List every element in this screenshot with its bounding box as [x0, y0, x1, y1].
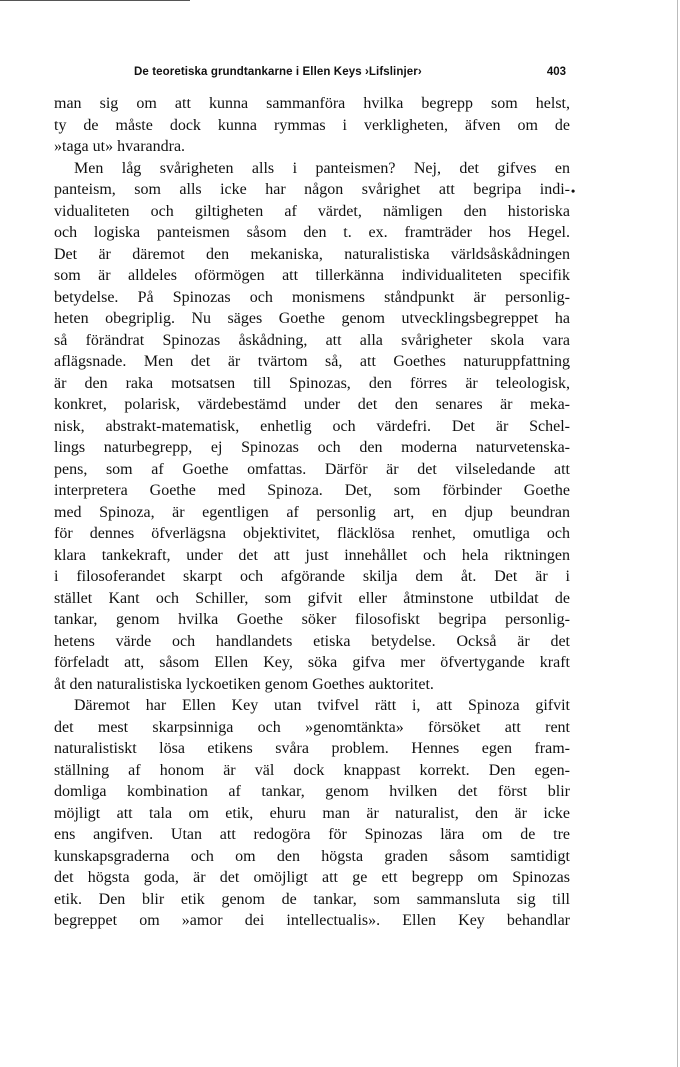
text-line: kunskapsgraderna och om den högsta graden såsom samtidigt	[54, 847, 570, 865]
text-line: Men låg svårigheten alls i panteismen? Nej, det gifves en	[74, 159, 570, 177]
text-line: stället Kant och Schiller, som gifvit eller åtminstone utbildat de	[54, 589, 570, 607]
text-line: åt den naturalistiska lyckoetiken genom Goethes auktoritet.	[54, 675, 434, 693]
text-line: som är alldeles oförmögen att tillerkänna individualiteten specifik	[54, 267, 570, 284]
text-line: möjligt att tala om etik, ehuru man är naturalist, den är icke	[54, 804, 570, 822]
text-line: förfeladt att, såsom Ellen Key, söka gifva mer öfvertygande kraft	[54, 654, 570, 671]
text-line: nisk, abstrakt-matematisk, enhetlig och värdefri. Det är Schel-	[54, 417, 570, 435]
text-line: begreppet om »amor dei intellectualis». Ellen Key behandlar	[54, 912, 570, 929]
page-number: 403	[546, 66, 566, 78]
text-line: klara tankekraft, under det att just innehållet och hela riktningen	[54, 546, 570, 564]
text-line: för dennes öfverlägsna objektivitet, fläcklösa renhet, omutliga och	[54, 525, 570, 542]
book-page	[54, 62, 570, 932]
running-head	[54, 62, 570, 84]
text-line: heten obegriplig. Nu säges Goethe genom utvecklingsbegreppet ha	[54, 310, 570, 327]
text-line: aflägsnade. Men det är tvärtom så, att Goethes naturuppfattning	[54, 353, 570, 370]
text-line: det högsta goda, är det omöjligt att ge ett begrepp om Spinozas	[54, 869, 570, 886]
text-line: ty de måste dock kunna rymmas i verkligheten, äfven om de	[54, 116, 570, 134]
text-line: Däremot har Ellen Key utan tvifvel rätt i, att Spinoza gifvit	[74, 697, 570, 714]
text-line: det mest skarpsinniga och »genomtänkta» försöket att rent	[54, 718, 570, 736]
text-line: är den raka motsatsen till Spinozas, den förres är teleologisk,	[54, 374, 570, 392]
right-edge-rule	[677, 0, 678, 1067]
text-line: betydelse. På Spinozas och monismens ståndpunkt är personlig-	[54, 288, 570, 306]
text-line: i filosoferandet skarpt och afgörande skilja dem åt. Det är i	[54, 568, 570, 585]
text-line: tankar, genom hvilka Goethe söker filosofiskt begripa personlig-	[54, 611, 570, 628]
paragraph	[54, 93, 570, 158]
running-head-title: De teoretiska grundtankarne i Ellen Keys ›Lifslinjer›	[134, 66, 422, 78]
text-line: interpretera Goethe med Spinoza. Det, som förbinder Goethe	[54, 482, 570, 499]
text-line: »taga ut» hvarandra.	[54, 138, 186, 155]
top-edge-rule	[0, 0, 190, 1]
text-line: Det är däremot den mekaniska, naturalistiska världsåskådningen	[54, 245, 570, 263]
body-text	[54, 93, 570, 932]
text-line: hetens värde och handlandets etiska betydelse. Också är det	[54, 632, 570, 650]
text-line: etik. Den blir etik genom de tankar, som sammansluta sig till	[54, 890, 570, 908]
text-line: ställning af honom är väl dock knappast korrekt. Den egen-	[54, 761, 570, 779]
text-line: så förändrat Spinozas åskådning, att alla svårigheter skola vara	[54, 331, 570, 349]
text-line: pens, som af Goethe omfattas. Därför är det vilseledande att	[54, 460, 570, 478]
text-line: och logiska panteismen såsom den t. ex. framträder hos Hegel.	[54, 224, 570, 241]
text-line: man sig om att kunna sammanföra hvilka begrepp som helst,	[54, 95, 570, 112]
text-line: ens angifven. Utan att redogöra för Spinozas lära om de tre	[54, 826, 570, 843]
text-line: panteism, som alls icke har någon svårighet att begripa indi-	[54, 181, 570, 198]
text-line: domliga kombination af tankar, genom hvilken det först blir	[54, 783, 570, 800]
text-line: vidualiteten och giltigheten af värdet, nämligen den historiska	[54, 202, 570, 220]
text-line: naturalistiskt lösa etikens svåra problem. Hennes egen fram-	[54, 740, 570, 757]
text-line: med Spinoza, är egentligen af personlig art, en djup beundran	[54, 503, 570, 521]
margin-mark: •	[571, 184, 576, 198]
paragraph	[54, 695, 570, 932]
text-line: lings naturbegrepp, ej Spinozas och den moderna naturvetenska-	[54, 439, 570, 456]
text-line: konkret, polarisk, värdebestämd under det den senares är meka-	[54, 396, 570, 413]
paragraph	[54, 158, 570, 696]
